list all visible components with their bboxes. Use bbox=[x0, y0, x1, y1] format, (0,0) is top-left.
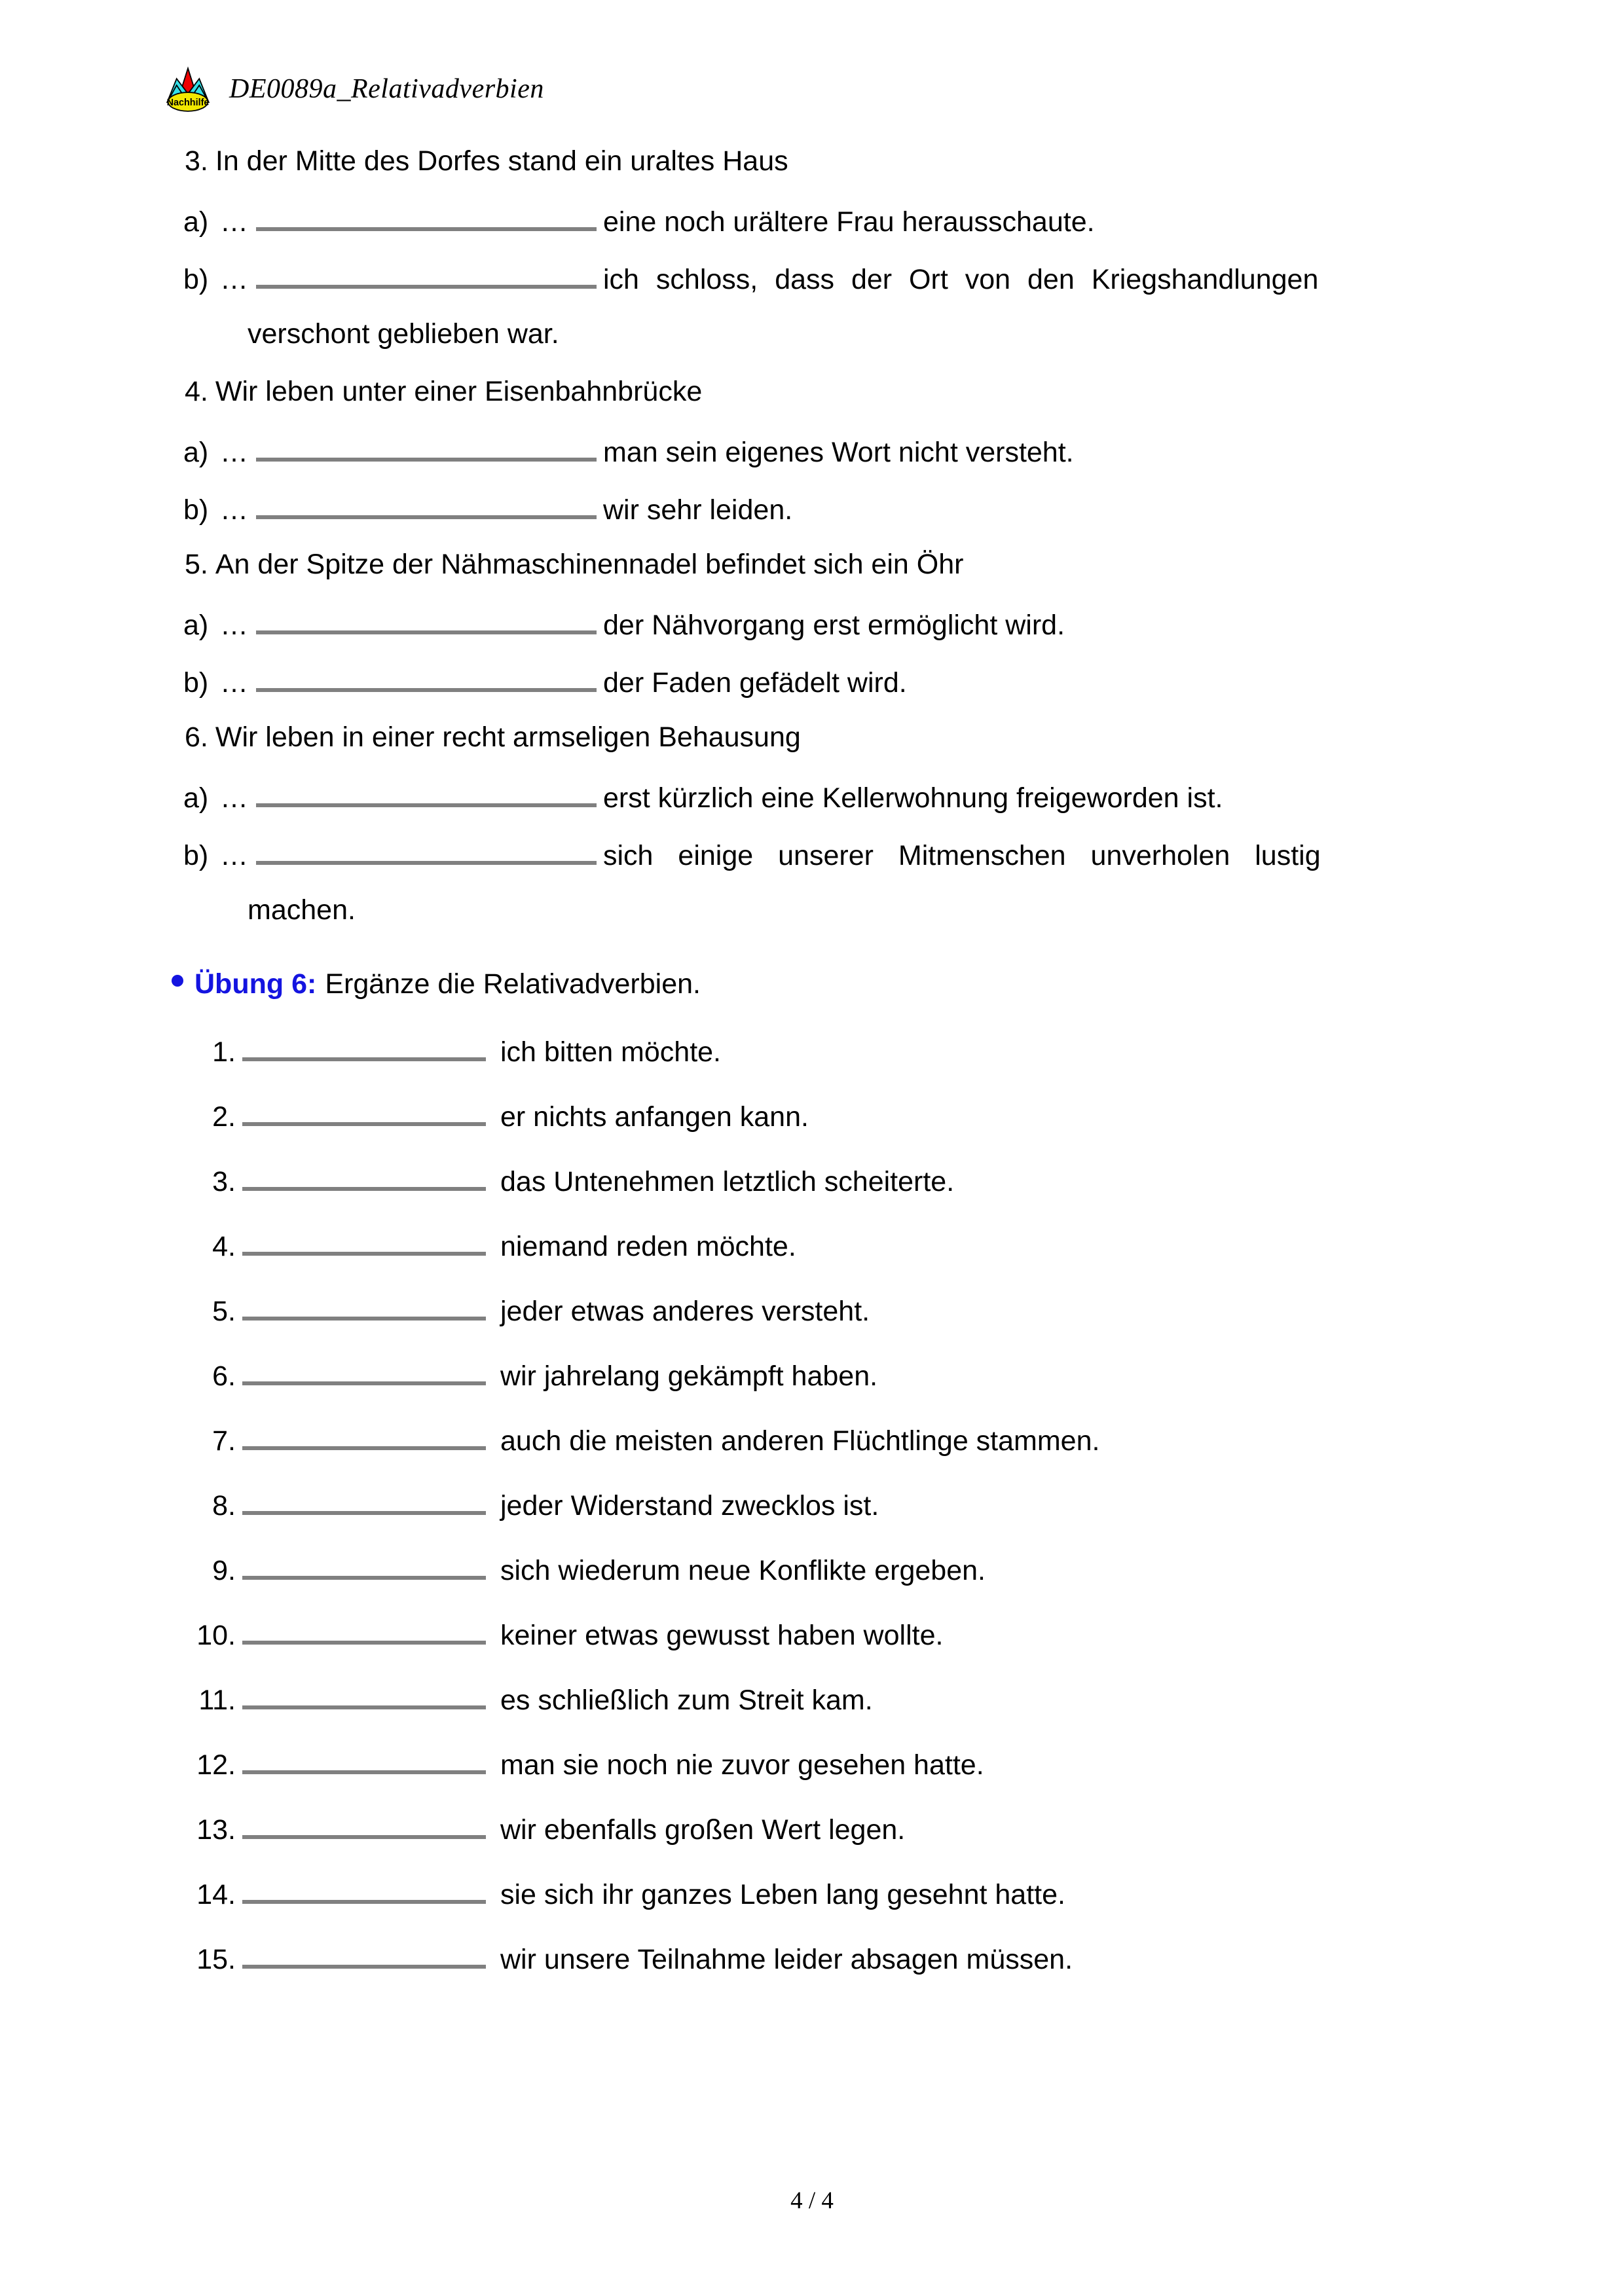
gap-list-item bbox=[164, 1554, 1444, 1618]
stem-text: Wir leben unter einer Eisenbahnbrücke bbox=[215, 376, 703, 407]
answer-blank[interactable] bbox=[242, 1683, 486, 1709]
sub-item-label: a) bbox=[183, 782, 209, 814]
gap-item-number: 15. bbox=[196, 1944, 236, 1975]
sub-item-continuation: verschont geblieben war. bbox=[248, 318, 559, 350]
sub-item-text: sich einige unserer Mitmenschen unverholen lustig bbox=[603, 840, 1321, 871]
answer-blank[interactable] bbox=[242, 1359, 486, 1385]
sub-item-row bbox=[164, 493, 1444, 551]
sub-item-text: wir sehr leiden. bbox=[603, 494, 793, 526]
gap-item-text: ich bitten möchte. bbox=[500, 1036, 722, 1068]
ellipsis: … bbox=[220, 610, 248, 641]
answer-blank[interactable] bbox=[242, 1618, 486, 1645]
gap-item-number: 2. bbox=[212, 1101, 236, 1133]
gap-item-text: er nichts anfangen kann. bbox=[500, 1101, 809, 1133]
answer-blank[interactable] bbox=[242, 1942, 486, 1969]
sub-item-continuation: machen. bbox=[248, 894, 356, 926]
exercise-6-instruction: Ergänze die Relativadverbien. bbox=[325, 968, 701, 1000]
exercise-6-gap-list bbox=[164, 1035, 1444, 2007]
gap-item-number: 13. bbox=[196, 1814, 236, 1846]
gap-list-item bbox=[164, 1359, 1444, 1424]
sub-item-row bbox=[164, 263, 1444, 320]
gap-item-number: 10. bbox=[196, 1620, 236, 1651]
gap-list-item bbox=[164, 1748, 1444, 1813]
answer-blank[interactable] bbox=[256, 493, 597, 519]
ellipsis: … bbox=[220, 782, 248, 814]
gap-list-item bbox=[164, 1683, 1444, 1748]
sub-item-label: a) bbox=[183, 437, 209, 468]
gap-item-text: niemand reden möchte. bbox=[500, 1231, 796, 1262]
answer-blank[interactable] bbox=[242, 1489, 486, 1515]
gap-item-text: wir jahrelang gekämpft haben. bbox=[500, 1360, 878, 1392]
sub-item-text: eine noch urältere Frau herausschaute. bbox=[603, 206, 1095, 238]
gap-item-text: sich wiederum neue Konflikte ergeben. bbox=[500, 1555, 986, 1586]
gap-item-number: 7. bbox=[212, 1425, 236, 1457]
bullet-dot-icon bbox=[172, 975, 183, 987]
answer-blank[interactable] bbox=[256, 435, 597, 462]
gap-list-item bbox=[164, 1230, 1444, 1294]
gap-list-item bbox=[164, 1165, 1444, 1230]
sub-item-text: erst kürzlich eine Kellerwohnung freigeworden ist. bbox=[603, 782, 1223, 814]
gap-item-text: auch die meisten anderen Flüchtlinge stammen. bbox=[500, 1425, 1100, 1457]
gap-item-text: keiner etwas gewusst haben wollte. bbox=[500, 1620, 944, 1651]
answer-blank[interactable] bbox=[256, 205, 597, 231]
sentence-stem bbox=[164, 378, 1444, 435]
item-number: 4. bbox=[185, 376, 208, 407]
exercise-6-title: Übung 6: bbox=[194, 968, 317, 1000]
page-header bbox=[164, 65, 544, 113]
answer-blank[interactable] bbox=[242, 1165, 486, 1191]
sub-item-row bbox=[164, 435, 1444, 493]
gap-item-text: wir ebenfalls großen Wert legen. bbox=[500, 1814, 906, 1846]
ellipsis: … bbox=[220, 264, 248, 295]
sub-item-row bbox=[164, 666, 1444, 723]
answer-blank[interactable] bbox=[256, 608, 597, 634]
sentence-stem bbox=[164, 147, 1444, 205]
answer-blank[interactable] bbox=[242, 1813, 486, 1839]
gap-item-number: 6. bbox=[212, 1360, 236, 1392]
sub-item-row bbox=[164, 205, 1444, 263]
answer-blank[interactable] bbox=[256, 781, 597, 807]
item-number: 3. bbox=[185, 145, 208, 177]
gap-list-item bbox=[164, 1813, 1444, 1878]
exercise-continued-items bbox=[164, 147, 1444, 954]
sub-item-row bbox=[164, 781, 1444, 839]
answer-blank[interactable] bbox=[242, 1230, 486, 1256]
nachhilfe-mountain-logo-icon bbox=[164, 65, 212, 113]
sentence-stem bbox=[164, 551, 1444, 608]
sub-item-label: b) bbox=[183, 264, 209, 295]
exercise-6-heading bbox=[164, 954, 1444, 1031]
gap-item-text: man sie noch nie zuvor gesehen hatte. bbox=[500, 1749, 984, 1781]
ellipsis: … bbox=[220, 494, 248, 526]
sub-item-label: b) bbox=[183, 840, 209, 871]
worksheet-content bbox=[164, 147, 1444, 2007]
stem-text: An der Spitze der Nähmaschinennadel befindet sich ein Öhr bbox=[215, 549, 964, 580]
sub-item-row bbox=[164, 839, 1444, 896]
gap-item-text: wir unsere Teilnahme leider absagen müssen. bbox=[500, 1944, 1073, 1975]
gap-item-number: 14. bbox=[196, 1879, 236, 1910]
gap-item-number: 11. bbox=[198, 1685, 236, 1716]
gap-list-item bbox=[164, 1618, 1444, 1683]
gap-item-number: 9. bbox=[212, 1555, 236, 1586]
gap-list-item bbox=[164, 1424, 1444, 1489]
gap-list-item bbox=[164, 1489, 1444, 1554]
sub-item-label: a) bbox=[183, 610, 209, 641]
answer-blank[interactable] bbox=[242, 1424, 486, 1450]
stem-text: In der Mitte des Dorfes stand ein uraltes Haus bbox=[215, 145, 788, 177]
gap-list-item bbox=[164, 1100, 1444, 1165]
gap-item-number: 4. bbox=[212, 1231, 236, 1262]
gap-item-number: 3. bbox=[212, 1166, 236, 1197]
sub-item-label: a) bbox=[183, 206, 209, 238]
gap-list-item bbox=[164, 1035, 1444, 1100]
answer-blank[interactable] bbox=[242, 1035, 486, 1061]
logo-text: Nachhilfe bbox=[166, 98, 210, 109]
answer-blank[interactable] bbox=[256, 263, 597, 289]
gap-list-item bbox=[164, 1942, 1444, 2007]
answer-blank[interactable] bbox=[242, 1294, 486, 1321]
ellipsis: … bbox=[220, 840, 248, 871]
gap-item-number: 8. bbox=[212, 1490, 236, 1522]
stem-text: Wir leben in einer recht armseligen Behausung bbox=[215, 721, 801, 753]
gap-item-text: jeder Widerstand zwecklos ist. bbox=[500, 1490, 879, 1522]
ellipsis: … bbox=[220, 667, 248, 699]
gap-item-text: sie sich ihr ganzes Leben lang gesehnt hatte. bbox=[500, 1879, 1065, 1910]
gap-item-text: das Untenehmen letztlich scheiterte. bbox=[500, 1166, 955, 1197]
ellipsis: … bbox=[220, 206, 248, 238]
item-number: 6. bbox=[185, 721, 208, 753]
gap-list-item bbox=[164, 1878, 1444, 1942]
answer-blank[interactable] bbox=[242, 1878, 486, 1904]
sub-item-label: b) bbox=[183, 494, 209, 526]
document-code: DE0089a_Relativadverbien bbox=[229, 74, 544, 104]
answer-blank[interactable] bbox=[256, 839, 597, 865]
sub-item-text: der Faden gefädelt wird. bbox=[603, 667, 907, 699]
sub-item-text: man sein eigenes Wort nicht versteht. bbox=[603, 437, 1074, 468]
sub-item-label: b) bbox=[183, 667, 209, 699]
answer-blank[interactable] bbox=[256, 666, 597, 692]
sub-item-text: ich schloss, dass der Ort von den Kriegshandlungen bbox=[603, 264, 1319, 295]
sub-item-row bbox=[164, 608, 1444, 666]
answer-blank[interactable] bbox=[242, 1554, 486, 1580]
answer-blank[interactable] bbox=[242, 1100, 486, 1126]
answer-blank[interactable] bbox=[242, 1748, 486, 1774]
sub-item-text: der Nähvorgang erst ermöglicht wird. bbox=[603, 610, 1065, 641]
gap-item-text: jeder etwas anderes versteht. bbox=[500, 1296, 870, 1327]
page-footer bbox=[0, 2187, 1624, 2215]
ellipsis: … bbox=[220, 437, 248, 468]
page-indicator: 4 / 4 bbox=[790, 2187, 834, 2214]
gap-item-number: 5. bbox=[212, 1296, 236, 1327]
gap-item-number: 12. bbox=[196, 1749, 236, 1781]
gap-list-item bbox=[164, 1294, 1444, 1359]
sentence-stem bbox=[164, 723, 1444, 781]
gap-item-number: 1. bbox=[212, 1036, 236, 1068]
item-number: 5. bbox=[185, 549, 208, 580]
gap-item-text: es schließlich zum Streit kam. bbox=[500, 1685, 873, 1716]
